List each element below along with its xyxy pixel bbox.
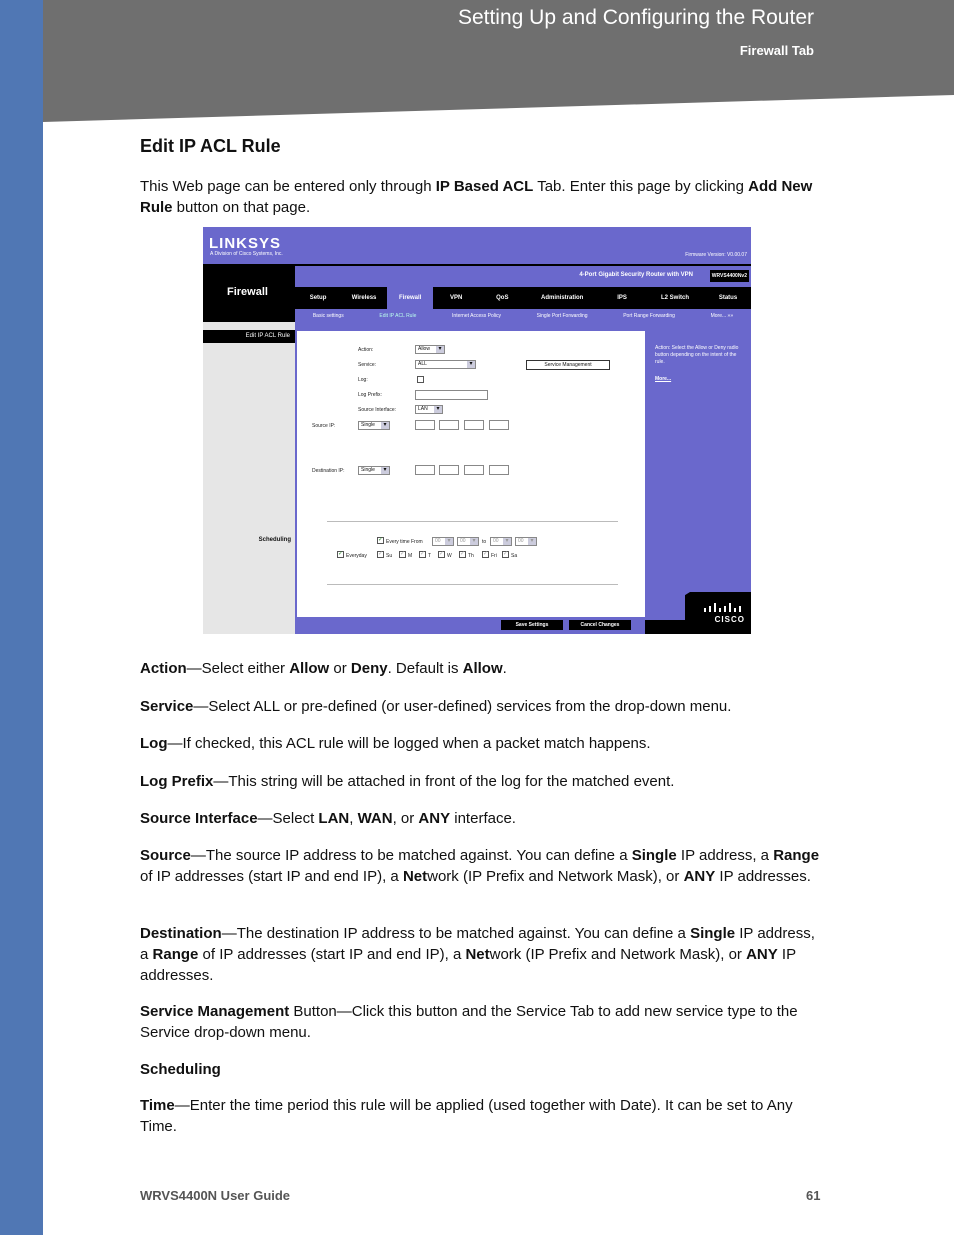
main-tabs bbox=[295, 287, 751, 309]
button-bar bbox=[295, 617, 645, 634]
tab-administration[interactable]: Administration bbox=[540, 295, 584, 301]
destination-ip-octet-2[interactable] bbox=[439, 465, 459, 475]
tab-firewall[interactable]: Firewall bbox=[387, 287, 433, 309]
log-prefix-paragraph: Log Prefix—This string will be attached in front of the log for the matched event. bbox=[140, 773, 675, 790]
firmware-version: Firmware Version: V0.00.07 bbox=[685, 252, 747, 258]
model-name: WRVS4400Nv2 bbox=[710, 270, 749, 282]
subtab-port-range-forwarding[interactable]: Port Range Forwarding bbox=[623, 312, 675, 319]
service-paragraph: Service—Select ALL or pre-defined (or user-defined) services from the drop-down menu. bbox=[140, 698, 732, 715]
day-fri-checkbox[interactable]: ✓ bbox=[483, 551, 489, 557]
scheduling-heading: Scheduling bbox=[140, 1061, 221, 1078]
day-su-checkbox[interactable]: ✓ bbox=[378, 551, 384, 557]
subtab-basic-settings[interactable]: Basic settings bbox=[312, 312, 344, 319]
action-select[interactable]: Allow ▾ bbox=[415, 345, 445, 354]
service-management-paragraph: Service Management Button—Click this button and the Service Tab to add new service type to the Service drop-down menu. bbox=[140, 1003, 798, 1041]
help-column bbox=[647, 331, 751, 634]
model-bar bbox=[295, 264, 751, 285]
footer-guide-title: WRVS4400N User Guide bbox=[140, 1188, 291, 1203]
source-ip-octet-2[interactable] bbox=[439, 420, 459, 430]
divider bbox=[327, 584, 618, 585]
destination-ip-octet-1[interactable] bbox=[415, 465, 435, 475]
service-label: Service: bbox=[358, 362, 377, 368]
log-prefix-input[interactable] bbox=[415, 390, 488, 400]
from-minute-select[interactable]: 00 ▾ bbox=[457, 537, 479, 546]
source-ip-label: Source IP: bbox=[312, 423, 336, 429]
tab-vpn[interactable]: VPN bbox=[450, 295, 463, 301]
every-time-label: Every time From bbox=[386, 539, 423, 545]
action-label: Action: bbox=[358, 347, 374, 353]
service-management-button[interactable]: Service Management bbox=[526, 360, 610, 370]
day-w-label: W bbox=[447, 553, 452, 559]
action-paragraph: Action—Select either Allow or Deny. Default is Allow. bbox=[140, 660, 507, 677]
cisco-logo: CISCO bbox=[714, 615, 745, 624]
chapter-title: Setting Up and Configuring the Router bbox=[457, 6, 814, 29]
day-t-label: T bbox=[428, 553, 432, 559]
section-header: Firewall bbox=[203, 264, 295, 322]
every-time-checkbox[interactable]: ✓ bbox=[378, 537, 384, 543]
tab-wireless[interactable]: Wireless bbox=[351, 295, 377, 301]
subtab-edit-ip-acl-rule[interactable]: Edit IP ACL Rule bbox=[379, 312, 417, 319]
destination-ip-octet-4[interactable] bbox=[489, 465, 509, 475]
day-t-checkbox[interactable]: ✓ bbox=[420, 551, 426, 557]
from-hour-select[interactable]: 00 ▾ bbox=[432, 537, 454, 546]
left-column bbox=[203, 322, 295, 634]
source-ip-octet-3[interactable] bbox=[464, 420, 484, 430]
source-ip-octet-4[interactable] bbox=[489, 420, 509, 430]
subtab-more[interactable]: More... »» bbox=[710, 312, 734, 319]
destination-paragraph: Destination—The destination IP address to be matched against. You can define a Single IP address, a Range of IP addresses (start IP and end IP), a Network (IP Prefix and Network Mask), or ANY IP addresses. bbox=[140, 925, 815, 984]
subtab-single-port-forwarding[interactable]: Single Port Forwarding bbox=[536, 312, 588, 319]
time-paragraph: Time—Enter the time period this rule will be applied (used together with Date). It can be set to Any Time. bbox=[140, 1097, 793, 1135]
tab-qos[interactable]: QoS bbox=[496, 295, 509, 301]
day-sa-checkbox[interactable]: ✓ bbox=[503, 551, 509, 557]
scheduling-label: Scheduling bbox=[258, 537, 291, 543]
day-m-label: M bbox=[408, 553, 413, 559]
linksys-logo: LINKSYS bbox=[209, 235, 282, 252]
left-margin-bar bbox=[0, 0, 43, 1235]
source-paragraph: Source—The source IP address to be matched against. You can define a Single IP address, a Range of IP addresses (start IP and end IP), a Network (IP Prefix and Network Mask), or ANY IP addresses. bbox=[140, 847, 820, 885]
everyday-checkbox[interactable]: ✓ bbox=[338, 551, 344, 557]
tab-status[interactable]: Status bbox=[718, 295, 738, 301]
log-checkbox[interactable] bbox=[417, 376, 424, 383]
everyday-label: Everyday bbox=[346, 553, 367, 559]
cisco-corner bbox=[645, 592, 751, 634]
service-select[interactable]: ALL ▾ bbox=[415, 360, 476, 369]
log-prefix-label: Log Prefix: bbox=[358, 392, 382, 398]
save-settings-button[interactable]: Save Settings bbox=[501, 620, 563, 630]
to-label: to bbox=[482, 539, 487, 545]
tab-ips[interactable]: IPS bbox=[617, 295, 627, 301]
day-w-checkbox[interactable]: ✓ bbox=[439, 551, 445, 557]
source-interface-select[interactable]: LAN ▾ bbox=[415, 405, 443, 414]
help-text: Action: Select the Allow or Deny radio button depending on the intent of the rule. bbox=[655, 345, 739, 365]
day-fri-label: Fri bbox=[491, 553, 497, 559]
to-minute-select[interactable]: 00 ▾ bbox=[515, 537, 537, 546]
tab-l2-switch[interactable]: L2 Switch bbox=[661, 295, 690, 301]
more-link[interactable]: More... bbox=[655, 376, 672, 382]
tab-setup[interactable]: Setup bbox=[309, 295, 327, 301]
log-paragraph: Log—If checked, this ACL rule will be logged when a packet match happens. bbox=[140, 735, 651, 752]
cancel-changes-button[interactable]: Cancel Changes bbox=[569, 620, 631, 630]
router-screenshot bbox=[203, 227, 751, 634]
day-su-label: Su bbox=[386, 553, 393, 559]
day-th-label: Th bbox=[468, 553, 474, 559]
sub-tabs bbox=[295, 309, 751, 322]
destination-ip-octet-3[interactable] bbox=[464, 465, 484, 475]
source-ip-mode-select[interactable]: Single ▾ bbox=[358, 421, 390, 430]
subtab-internet-access-policy[interactable]: Internet Access Policy bbox=[452, 312, 501, 319]
chapter-subtitle: Firewall Tab bbox=[739, 43, 814, 58]
model-title: 4-Port Gigabit Security Router with VPN bbox=[579, 272, 693, 278]
destination-ip-label: Destination IP: bbox=[312, 468, 345, 474]
section-title: Edit IP ACL Rule bbox=[140, 136, 281, 156]
page-number: 61 bbox=[806, 1188, 821, 1203]
log-label: Log: bbox=[358, 377, 368, 383]
destination-ip-mode-select[interactable]: Single ▾ bbox=[358, 466, 390, 475]
day-m-checkbox[interactable]: ✓ bbox=[400, 551, 406, 557]
day-th-checkbox[interactable]: ✓ bbox=[460, 551, 466, 557]
source-ip-octet-1[interactable] bbox=[415, 420, 435, 430]
source-interface-paragraph: Source Interface—Select LAN, WAN, or ANY interface. bbox=[140, 810, 516, 827]
to-hour-select[interactable]: 00 ▾ bbox=[490, 537, 512, 546]
cisco-bars-icon bbox=[703, 603, 745, 613]
divider bbox=[327, 521, 618, 522]
source-interface-label: Source Interface: bbox=[358, 407, 397, 413]
left-title: Edit IP ACL Rule bbox=[203, 330, 295, 343]
intro-paragraph: This Web page can be entered only through IP Based ACL Tab. Enter this page by clicking Add New Rule button on that page. bbox=[140, 178, 813, 216]
rule-form bbox=[297, 331, 645, 617]
logo-subtitle: A Division of Cisco Systems, Inc. bbox=[210, 251, 283, 257]
day-sa-label: Sa bbox=[511, 553, 518, 559]
